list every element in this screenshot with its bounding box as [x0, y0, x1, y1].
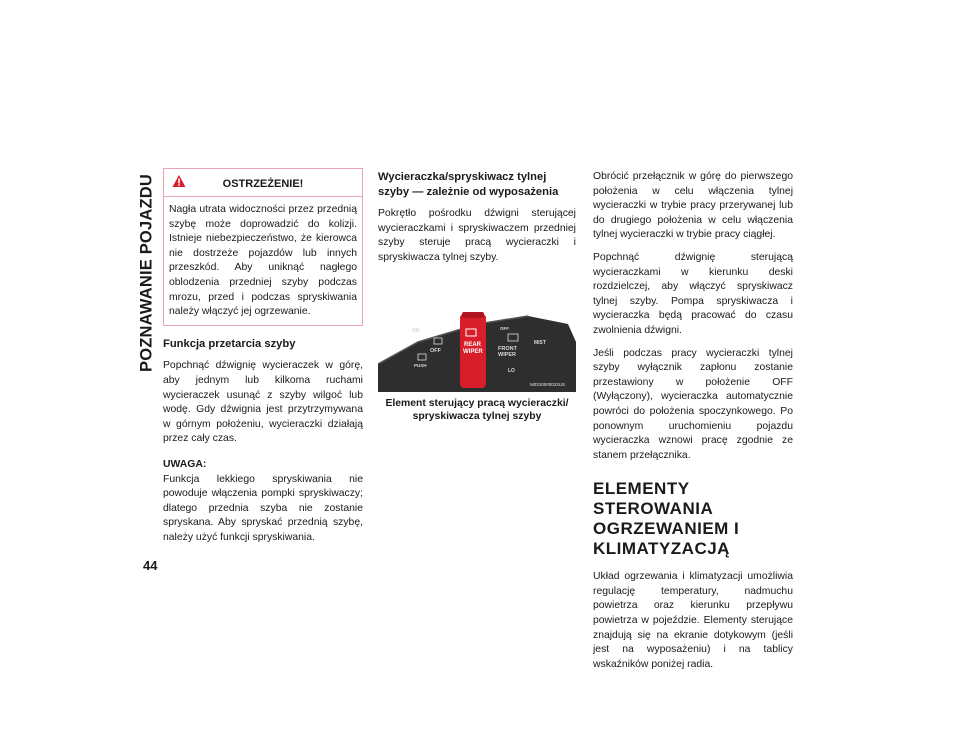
page-number: 44: [143, 558, 158, 573]
warning-header: [164, 169, 362, 197]
figure-code: M0310000022US: [530, 381, 566, 387]
label-push: PUSH: [414, 362, 427, 368]
label-off-2: OFF: [500, 325, 509, 331]
label-front-1: FRONT: [498, 345, 517, 352]
label-on: ON: [412, 327, 420, 334]
warning-title: OSTRZEŻENIE!: [222, 178, 304, 190]
label-rear-2: WIPER: [463, 348, 483, 355]
warning-box: [163, 168, 363, 326]
column-3: [593, 170, 793, 672]
label-mist: MIST: [534, 339, 546, 346]
section-heading-rear-wiper: Wycieraczka/spryskiwacz tylnej szyby — zależnie od wyposażenia: [378, 171, 559, 198]
column-1: [163, 168, 363, 545]
section-heading-wipe: Funkcja przetarcia szyby: [163, 337, 296, 350]
label-lo: LO: [508, 367, 515, 374]
note-text: Funkcja lekkiego spryskiwania nie powoduje włączenia pompki spryskiwaczy; dlatego przednia szyba nie zostanie spryskana. Aby spryskać przednią szybę, należy użyć funkcji spryskiwania.: [163, 473, 363, 543]
section-heading-climate: ELEMENTY STEROWANIA OGRZEWANIEM I KLIMATYZACJĄ: [593, 479, 740, 559]
figure-caption: Element sterujący pracą wycieraczki/ spryskiwacza tylnej szyby: [385, 397, 569, 423]
paragraph-rotate: Obrócić przełącznik w górę do pierwszego położenia w celu włączenia tylnej wycieraczki w trybie pracy przerywanej lub do drugiego położenia w celu włączenia tylnej wycieraczki w trybie pracy ciągłej.: [593, 171, 793, 241]
wiper-stalk-illustration: [378, 302, 576, 392]
label-rear-1: REAR: [464, 341, 482, 348]
wiper-control-figure: [378, 302, 576, 392]
note-title: [163, 458, 363, 473]
paragraph-rear-wiper: Pokrętło pośrodku dźwigni sterującej wycieraczkami i spryskiwaczem przedniej szyby steruje pracą wycieraczki i spryskiwacza tylnej szyby.: [378, 208, 576, 263]
section-tab-label: POZNAWANIE POJAZDU: [137, 174, 156, 372]
label-front-2: WIPER: [498, 351, 517, 358]
section-tab: [134, 168, 160, 378]
paragraph-ignition-off: Jeśli podczas pracy wycieraczki tylnej szyby wyłącznik zapłonu zostanie przestawiony w położenie OFF (Wyłączony), wycieraczka automatycznie powróci do położenia spoczynkowego. Po ponownym uruchomieniu pojazdu wycieraczka wznowi pracę zgodnie ze stanem przełącznika.: [593, 347, 793, 461]
column-2: [378, 170, 576, 424]
label-off: OFF: [430, 347, 441, 354]
warning-text: Nagła utrata widoczności przez przednią szybę może doprowadzić do kolizji. Istnieje niebezpieczeństwo, że kierowca nie dostrzeże pojazdów lub innych przeszkód. Aby uniknąć nagłego oblodzenia przedniej szyby podczas mrozu, przed i podczas spryskiwania należy włączyć jej ogrzewanie.: [169, 204, 357, 318]
paragraph-climate: Układ ogrzewania i klimatyzacji umożliwia regulację temperatury, nadmuchu powietrza oraz kierunku przepływu powietrza w pojeździe. Elementy sterujące znajdują się na ekranie dotykowym (jeśli jest na wyposażeniu) i na tablicy wskaźników poniżej radia.: [593, 571, 793, 670]
note-title-text: UWAGA:: [163, 458, 207, 470]
paragraph-wipe: Popchnąć dźwignię wycieraczek w górę, aby jednym lub kilkoma ruchami wycieraczek usunąć z szyby wilgoć lub wodę. Gdy dźwignia jest przytrzymywana w górnym położeniu, wycieraczki działają przez cały czas.: [163, 360, 363, 445]
paragraph-washer: Popchnąć dźwignię sterującą wycieraczkami w kierunku deski rozdzielczej, aby włączyć spryskiwacz tylnej szyby. Pompa spryskiwacza i wycieraczka będą pracować do czasu zwolnienia dźwigni.: [593, 251, 793, 336]
